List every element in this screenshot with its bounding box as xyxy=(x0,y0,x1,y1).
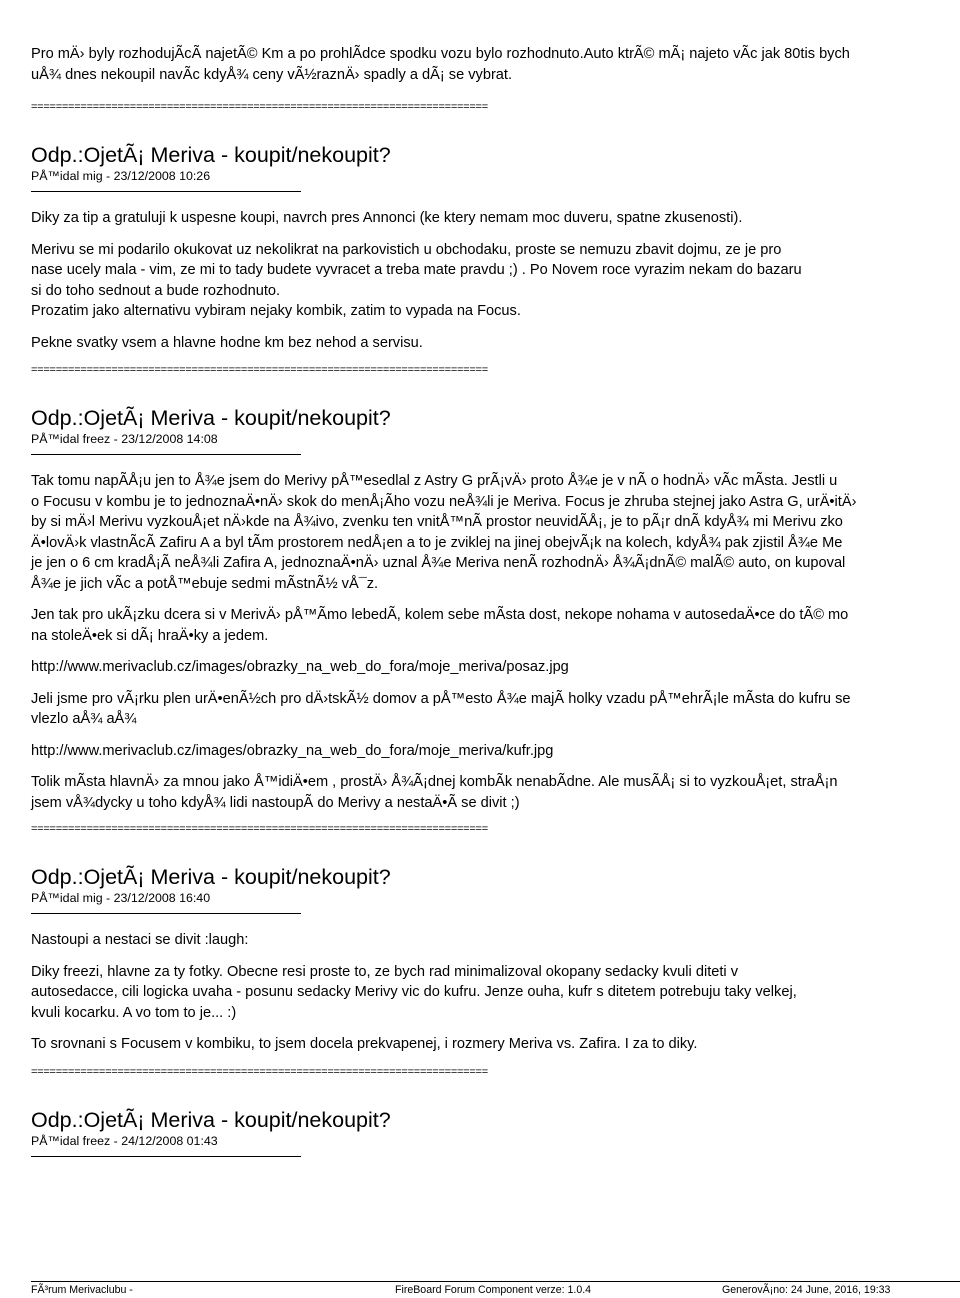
post xyxy=(31,864,960,1055)
text-line: Tolik mÃsta hlavnÄ› za mnou jako Å™idiÄ•em , prostÄ› Å¾Ã¡dnej kombÃk nenabÃdne. Ale musÃÅ¡ si to vyzkouÅ¡et, straÅ¡n xyxy=(31,774,838,790)
post-meta: PÅ™idal mig - 23/12/2008 10:26 xyxy=(31,169,211,183)
text-line: autosedacce, cili logicka uvaha - posunu sedacky Merivy vic do kufru. Jenze ouha, kufr s ditetem potrebuju taky velkej, xyxy=(31,984,797,1000)
text-line: Nastoupi a nestaci se divit :laugh: xyxy=(31,932,249,948)
post-divider xyxy=(31,191,301,192)
text-line: je jen o 6 cm kradÅ¡Ã neÅ¾li Zafira A, jednoznaÄ•nÄ› uznal Å¾e Meriva nenÃ rozhodnÄ› Å¾Ã¡dnÃ© malÃ© auto, on kupoval xyxy=(31,555,846,571)
text-line: Pekne svatky vsem a hlavne hodne km bez nehod a servisu. xyxy=(31,334,423,351)
post-title: Odp.:OjetÃ¡ Meriva - koupit/nekoupit? xyxy=(31,865,391,889)
text-line: by si mÄ›l Merivu vyzkouÅ¡et nÄ›kde na Å¾ivo, zvenku ten vnitÅ™nÃ prostor neuvidÃÅ¡, je to pÃ¡r dnÃ kdyÅ¾ mi Merivu zko xyxy=(31,514,843,530)
text-line: Jen tak pro ukÃ¡zku dcera si v MerivÄ› pÅ™Ãmo lebedÃ, kolem sebe mÃsta dost, nekope nohama v autosedaÄ•ce do tÃ© mo xyxy=(31,607,849,623)
post xyxy=(31,405,960,813)
text-line: vlezlo aÅ¾ aÅ¾ xyxy=(31,711,137,727)
text-line: kvuli kocarku. A vo tom to je... :) xyxy=(31,1004,237,1021)
text-line: si do toho sednout a bude rozhodnuto. xyxy=(31,282,281,299)
text-line: Å¾e je jich vÃc a potÅ™ebuje sedmi mÃstnÃ½ vÅ¯z. xyxy=(31,575,379,592)
footer-site-name: FÃ³rum Merivaclubu - xyxy=(31,1284,133,1296)
post-divider xyxy=(31,913,301,914)
post-divider xyxy=(31,1156,301,1157)
text-line: Jeli jsme pro vÃ¡rku plen urÄ•enÃ½ch pro dÄ›tskÃ½ domov a pÅ™esto Å¾e majÃ holky vzadu pÅ™ehrÃ¡le mÃsta do kufru se xyxy=(31,690,851,707)
text-line: na stoleÄ•ek si dÃ¡ hraÄ•ky a jedem. xyxy=(31,627,269,644)
post-title: Odp.:OjetÃ¡ Meriva - koupit/nekoupit? xyxy=(31,1107,391,1132)
footer-generated-date: GenerovÃ¡no: 24 June, 2016, 19:33 xyxy=(722,1284,891,1296)
post xyxy=(31,1107,960,1157)
post-body xyxy=(31,208,960,353)
text-line: Merivu se mi podarilo okukovat uz nekolikrat na parkovistich u obchodaku, proste se nemuzu zbavit dojmu, ze je pro xyxy=(31,241,782,258)
post-title: Odp.:OjetÃ¡ Meriva - koupit/nekoupit? xyxy=(31,406,391,430)
post xyxy=(31,142,960,353)
post-title: Odp.:OjetÃ¡ Meriva - koupit/nekoupit? xyxy=(31,143,391,167)
image-link-text: http://www.merivaclub.cz/images/obrazky_na_web_do_fora/moje_meriva/kufr.jpg xyxy=(31,742,554,759)
separator: ========================================================================== xyxy=(31,1065,488,1078)
text-line: Diky za tip a gratuluji k uspesne koupi, navrch pres Annonci (ke ktery nemam moc duveru, spatne zkusenosti). xyxy=(31,210,743,226)
page-footer xyxy=(31,1281,960,1298)
post-body xyxy=(31,471,960,813)
post-divider xyxy=(31,454,301,455)
text-line: jsem vÅ¾dycky u toho kdyÅ¾ lidi nastoupÃ do Merivy a nestaÄ•Ã se divit ;) xyxy=(31,794,520,811)
text-line: uÅ¾ dnes nekoupil navÃc kdyÅ¾ ceny vÃ½raznÄ› spadly a dÃ¡ se vybrat. xyxy=(31,66,513,83)
post-meta: PÅ™idal freez - 23/12/2008 14:08 xyxy=(31,432,218,446)
intro-text xyxy=(31,44,960,85)
text-line: nase ucely mala - vim, ze mi to tady budete vyvracet a treba mate pravdu ;) . Po Novem roce vyrazim nekam do bazaru xyxy=(31,262,802,278)
footer-component-version: FireBoard Forum Component verze: 1.0.4 xyxy=(395,1284,592,1296)
text-line: o Focusu v kombu je to jednoznaÄ•nÄ› skok do menÅ¡Ãho vozu neÅ¾li je Meriva. Focus je zhruba stejnej jako Astra G, urÄ•itÄ› xyxy=(31,493,857,510)
separator: ========================================================================== xyxy=(31,364,488,376)
text-line: Pro mÄ› byly rozhodujÃcÃ najetÃ© Km a po prohlÃdce spodku vozu bylo rozhodnuto.Auto ktrÃ© mÃ¡ najeto vÃc jak 80tis bych xyxy=(31,46,850,62)
post-body xyxy=(31,930,960,1055)
text-line: Ä•lovÄ›k vlastnÃcÃ Zafiru A a byl tÃm prostorem nedÅ¡en a to je zviklej na jinej obejvÃ¡k na kolech, kdyÅ¾ pak zjistil Å¾e Me xyxy=(31,534,843,551)
text-line: To srovnani s Focusem v kombiku, to jsem docela prekvapenej, i rozmery Meriva vs. Zafira. I za to diky. xyxy=(31,1036,698,1052)
post-meta: PÅ™idal mig - 23/12/2008 16:40 xyxy=(31,891,211,905)
post-meta: PÅ™idal freez - 24/12/2008 01:43 xyxy=(31,1133,218,1148)
text-line: Diky freezi, hlavne za ty fotky. Obecne resi proste to, ze bych rad minimalizoval okopany sedacky kvuli diteti v xyxy=(31,963,739,980)
separator: ========================================================================== xyxy=(31,101,488,113)
image-link-text: http://www.merivaclub.cz/images/obrazky_na_web_do_fora/moje_meriva/posaz.jpg xyxy=(31,659,569,675)
separator: ========================================================================== xyxy=(31,823,488,835)
forum-thread xyxy=(31,44,960,1157)
text-line: Prozatim jako alternativu vybiram nejaky kombik, zatim to vypada na Focus. xyxy=(31,303,521,319)
text-line: Tak tomu napÃÅ¡u jen to Å¾e jsem do Merivy pÅ™esedlal z Astry G prÃ¡vÄ› proto Å¾e je v nÃ o hodnÄ› vÃc mÃsta. Jestli u xyxy=(31,473,838,489)
